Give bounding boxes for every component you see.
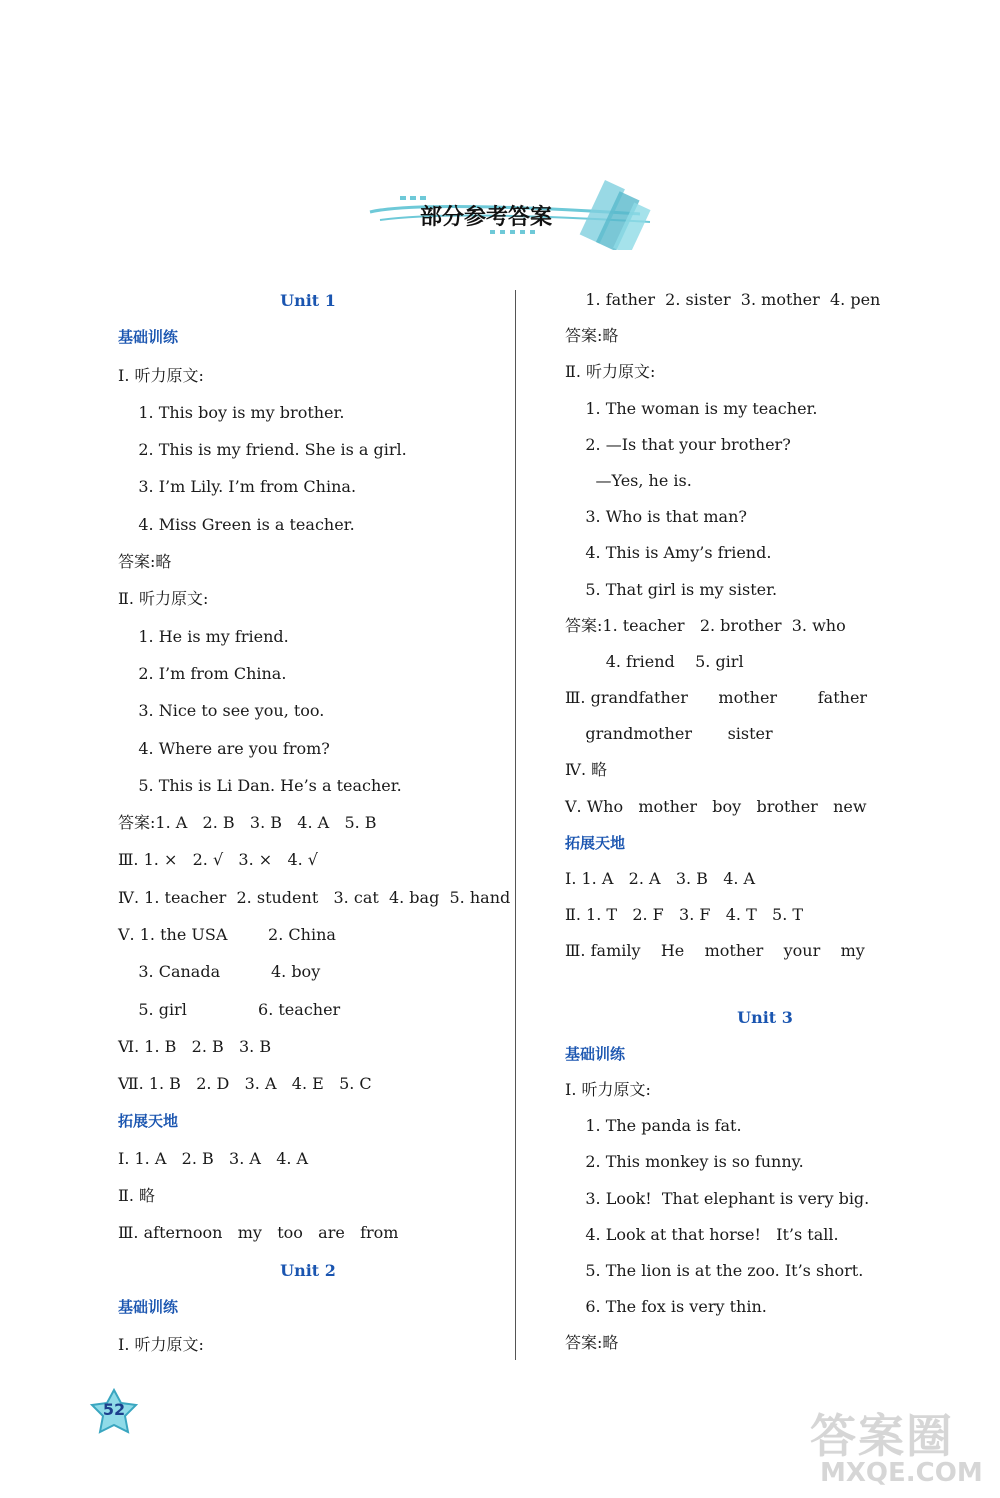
column-divider: [515, 290, 516, 1360]
answer-line: 答案:1. A 2. B 3. B 4. A 5. B: [118, 813, 377, 833]
answer-line: Ⅰ. 听力原文:: [118, 365, 204, 385]
answer-line: Ⅲ. afternoon my too are from: [118, 1223, 399, 1243]
answer-line: Ⅳ. 1. teacher 2. student 3. cat 4. bag 5. hand: [118, 887, 511, 907]
answer-line: —Yes, he is.: [565, 470, 692, 490]
spacer: [565, 970, 965, 1000]
answer-line: 答案:略: [565, 1333, 619, 1353]
answer-line: grandmother sister: [565, 724, 773, 744]
section-heading: 基础训练: [118, 1298, 179, 1317]
answer-line: 3. Who is that man?: [565, 507, 747, 527]
answer-line: 4. friend 5. girl: [565, 651, 744, 671]
section-heading: 基础训练: [118, 328, 179, 347]
answer-line: 4. Miss Green is a teacher.: [118, 514, 355, 534]
answer-line: Ⅲ. family He mother your my: [565, 941, 865, 961]
unit-heading: Unit 2: [280, 1260, 336, 1280]
answer-line: Ⅲ. 1. × 2. √ 3. × 4. √: [118, 850, 318, 870]
answer-line: Ⅵ. 1. B 2. B 3. B: [118, 1036, 272, 1056]
section-heading: 基础训练: [565, 1044, 626, 1063]
answer-line: 5. The lion is at the zoo. It’s short.: [565, 1260, 864, 1280]
answer-line: 2. I’m from China.: [118, 663, 287, 683]
answer-line: 答案:1. teacher 2. brother 3. who: [565, 615, 846, 635]
answer-line: Ⅰ. 1. A 2. B 3. A 4. A: [118, 1148, 309, 1168]
right-column: [565, 282, 965, 1361]
answer-line: 1. This boy is my brother.: [118, 402, 345, 422]
section-heading: 拓展天地: [118, 1111, 179, 1130]
answer-line: 3. Nice to see you, too.: [118, 701, 325, 721]
answer-line: 5. girl 6. teacher: [118, 999, 341, 1019]
page-title-banner: [0, 170, 1000, 250]
answer-line: Ⅶ. 1. B 2. D 3. A 4. E 5. C: [118, 1074, 372, 1094]
answer-line: 1. The woman is my teacher.: [565, 398, 818, 418]
answer-line: 2. —Is that your brother?: [565, 434, 791, 454]
answer-line: 3. Canada 4. boy: [118, 962, 321, 982]
unit-heading: Unit 1: [280, 291, 336, 310]
watermark: [780, 1400, 995, 1495]
answer-line: 3. Look! That elephant is very big.: [565, 1188, 870, 1208]
answer-line: Ⅰ. 听力原文:: [118, 1335, 204, 1355]
answer-line: Ⅳ. 略: [565, 760, 608, 780]
answer-line: Ⅰ. 1. A 2. A 3. B 4. A: [565, 869, 756, 888]
answer-line: 答案:略: [118, 552, 172, 572]
left-column: [118, 282, 511, 1364]
answer-line: 4. This is Amy’s friend.: [565, 543, 772, 563]
answer-line: 3. I’m Lily. I’m from China.: [118, 477, 357, 497]
answer-line: 2. This monkey is so funny.: [565, 1152, 804, 1172]
answer-line: 答案:略: [565, 326, 619, 346]
answer-line: 5. This is Li Dan. He’s a teacher.: [118, 775, 402, 795]
watermark-logo-text: 答案圈: [810, 1409, 954, 1463]
answer-line: 1. The panda is fat.: [565, 1116, 742, 1136]
answer-line: Ⅴ. Who mother boy brother new: [565, 796, 867, 816]
answer-line: Ⅰ. 听力原文:: [565, 1079, 651, 1099]
answer-line: 6. The fox is very thin.: [565, 1297, 767, 1317]
answer-line: 4. Look at that horse! It’s tall.: [565, 1224, 839, 1244]
section-heading: 拓展天地: [565, 833, 626, 852]
page-number: 52: [102, 1400, 126, 1419]
answer-line: Ⅱ. 1. T 2. F 3. F 4. T 5. T: [565, 905, 804, 925]
answer-line: Ⅴ. 1. the USA 2. China: [118, 925, 336, 945]
unit-heading: Unit 3: [737, 1007, 793, 1027]
answer-line: 2. This is my friend. She is a girl.: [118, 440, 407, 460]
answer-line: Ⅲ. grandfather mother father: [565, 688, 868, 708]
watermark-url: MXQE.COM: [820, 1458, 983, 1488]
answer-line: Ⅱ. 听力原文:: [565, 362, 656, 382]
answer-line: 4. Where are you from?: [118, 738, 330, 758]
answer-line: 5. That girl is my sister.: [565, 579, 778, 599]
answer-line: Ⅱ. 略: [118, 1186, 156, 1206]
page-number-badge: [88, 1388, 140, 1436]
answer-line: 1. He is my friend.: [118, 626, 289, 646]
answer-line: 1. father 2. sister 3. mother 4. pen: [565, 290, 881, 309]
page-title: 部分参考答案: [420, 205, 553, 230]
answer-line: Ⅱ. 听力原文:: [118, 589, 209, 609]
